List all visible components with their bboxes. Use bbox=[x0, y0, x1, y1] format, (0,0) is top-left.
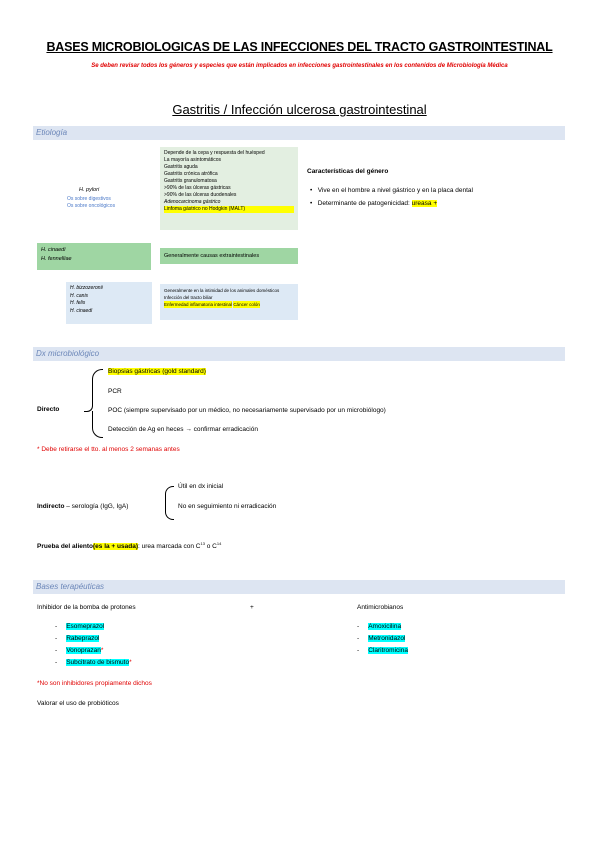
pylori-name: H. pylori bbox=[79, 187, 100, 193]
feature-item: Depende de la cepa y respuesta del huésped bbox=[164, 150, 265, 156]
feature-item: >90% de las úlceras duodenales bbox=[164, 192, 237, 198]
indirecto-line: Indirecto – serología (IgG, IgA) bbox=[37, 503, 129, 510]
feature-item: Gastritis aguda bbox=[164, 164, 198, 170]
aliento-line: Prueba del aliento(es la + usada): urea marcada con $C^{13}$ o $C^{14}$ bbox=[37, 541, 222, 551]
directo-item-3: POC (siempre supervisado por un médico, no necesariamente supervisado por un microbiólogo) bbox=[108, 407, 386, 414]
directo-item-4: Detección de Ag en heces → confirmar erradicación bbox=[108, 426, 258, 433]
species-item: H. canis bbox=[70, 292, 89, 299]
species-item: H. fennelliae bbox=[41, 256, 72, 262]
etiologia-label: Etiología bbox=[36, 128, 68, 137]
ibp-item: - Subcitrato de bismuto* bbox=[55, 659, 132, 666]
tx-note: *No son inhibidores propiamente dichos bbox=[37, 680, 152, 687]
ureasa-highlight: ureasa + bbox=[411, 200, 438, 207]
pylori-line-2: Os sobre oncológicos bbox=[67, 203, 116, 209]
indirecto-item-2: No en seguimiento ni erradicación bbox=[178, 503, 277, 510]
indirecto-brace-top bbox=[165, 486, 174, 508]
species-item: H. felis bbox=[70, 300, 86, 306]
tx-footer: Valorar el uso de probióticos bbox=[37, 700, 119, 707]
plus-sign: + bbox=[250, 604, 254, 611]
document-subtitle: Se deben revisar todos los géneros y especies que están implicados en infecciones gastrointestinales en los contenidos de Microbiología Médica bbox=[91, 63, 508, 69]
genus-item-2: • Determinante de patogenicidad: ureasa + bbox=[310, 200, 438, 207]
blue-desc-box: Generalmente en la intimidad de los animales domésticos Infección del tracto biliar Enfermedad inflamatoria intestinal Cáncer colón bbox=[160, 284, 298, 320]
feature-item: La mayoría asintomáticos bbox=[164, 157, 221, 163]
tx-label: Bases terapéuticas bbox=[36, 582, 105, 591]
species-item: H. cinaedi bbox=[70, 307, 93, 314]
directo-brace-top bbox=[92, 369, 103, 400]
species-item: H. bizzozeronii bbox=[70, 285, 103, 291]
blue-species-box bbox=[66, 282, 152, 324]
ibp-item: - Vonoprazan* bbox=[55, 647, 104, 654]
directo-brace-bottom bbox=[92, 411, 103, 438]
feature-item: Gastritis crónica atrófica bbox=[164, 171, 218, 177]
genus-item-1: • Vive en el hombre a nivel gástrico y en la placa dental bbox=[310, 187, 473, 194]
directo-item-2: PCR bbox=[108, 388, 122, 395]
green-species-box bbox=[37, 243, 151, 270]
directo-label: Directo bbox=[37, 406, 60, 413]
dx-label: Dx microbiológico bbox=[36, 349, 100, 358]
antimicrobiano-item: - Amoxicilina bbox=[357, 623, 402, 630]
feature-item: Adenocarcinoma gástrico bbox=[164, 199, 221, 205]
antimicrobiano-item: - Claritromicina bbox=[357, 647, 408, 654]
tx-bar bbox=[33, 580, 565, 594]
ibp-item: - Rabeprazol bbox=[55, 635, 100, 642]
feature-item: Gastritis granulomatosa bbox=[164, 178, 217, 184]
dx-bar bbox=[33, 347, 565, 361]
ibp-title: Inhibidor de la bomba de protones bbox=[37, 604, 136, 611]
antimicrobianos-title: Antimicrobianos bbox=[357, 604, 404, 611]
feature-item: >90% de las úlceras gástricas bbox=[164, 185, 231, 191]
etiologia-bar bbox=[33, 126, 565, 140]
directo-item-1: Biopsias gástricas (gold standard) bbox=[108, 368, 206, 375]
indirecto-item-1: Útil en dx inicial bbox=[178, 483, 224, 490]
feature-item: Linfoma gástrico no Hodgkin (MALT) bbox=[164, 206, 294, 213]
pylori-line-1: Os sobre digestivos bbox=[67, 196, 111, 202]
document-title: BASES MICROBIOLOGICAS DE LAS INFECCIONES DEL TRACTO GASTROINTESTINAL bbox=[46, 40, 553, 54]
indirecto-brace-bottom bbox=[165, 507, 174, 520]
genus-title: Características del género bbox=[307, 168, 389, 175]
species-item: H. cinaedi bbox=[41, 247, 66, 253]
pylori-box bbox=[63, 167, 153, 240]
pylori-features-box bbox=[160, 147, 298, 230]
ibp-item: - Esomeprazol bbox=[55, 623, 105, 630]
section-heading: Gastritis / Infección ulcerosa gastrointestinal bbox=[172, 102, 427, 117]
antimicrobiano-item: - Metronidazol bbox=[357, 635, 406, 642]
dx-note: * Debe retirarse el tto. al menos 2 semanas antes bbox=[37, 446, 180, 453]
green-desc-box: Generalmente causas extraintestinales bbox=[160, 248, 298, 264]
